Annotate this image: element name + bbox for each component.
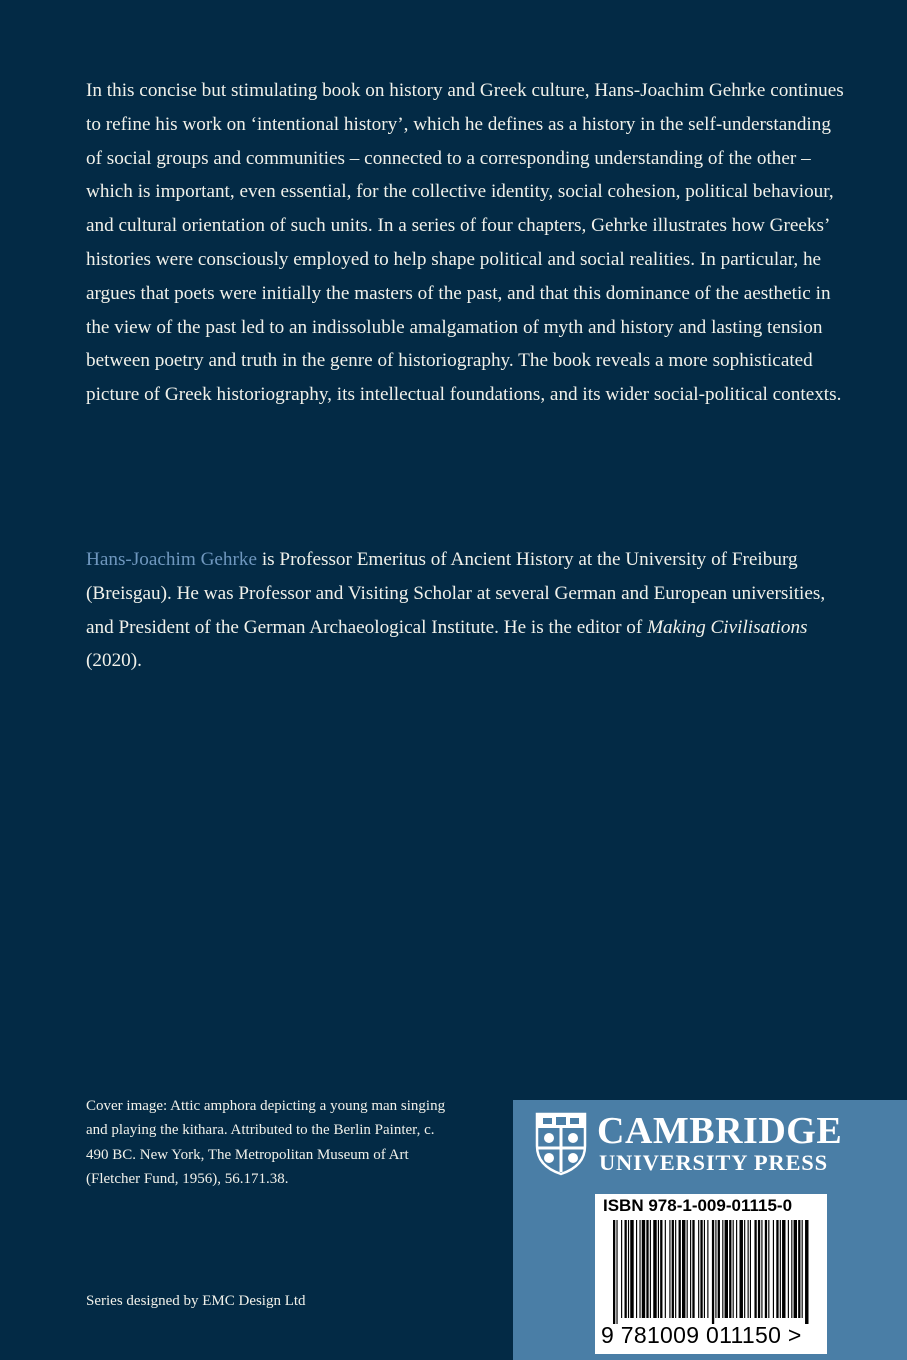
barcode-bar bbox=[715, 1220, 716, 1318]
barcode-bar bbox=[628, 1220, 629, 1318]
barcode-bar bbox=[636, 1220, 637, 1318]
barcode-bar bbox=[712, 1220, 714, 1324]
barcode-bar bbox=[692, 1220, 694, 1318]
barcode-bar bbox=[669, 1220, 670, 1318]
barcode-bar bbox=[736, 1220, 737, 1318]
barcode-bar bbox=[682, 1220, 685, 1318]
barcode-bar bbox=[722, 1220, 723, 1318]
barcode-bar bbox=[773, 1220, 774, 1318]
barcode-bar bbox=[802, 1220, 803, 1318]
barcode-bar bbox=[625, 1220, 627, 1318]
barcode-bar bbox=[805, 1220, 808, 1324]
barcode-bar bbox=[630, 1220, 633, 1318]
barcode-bar bbox=[748, 1220, 749, 1318]
barcode-bars bbox=[595, 1220, 827, 1324]
barcode-bar bbox=[780, 1220, 781, 1318]
publisher-panel bbox=[513, 1100, 907, 1360]
barcode-bar bbox=[782, 1220, 785, 1318]
author-bio bbox=[86, 543, 846, 678]
barcode-bar bbox=[672, 1220, 674, 1318]
barcode-bar bbox=[658, 1220, 659, 1318]
author-bio-year: (2020). bbox=[86, 650, 142, 672]
barcode-bar bbox=[740, 1220, 743, 1318]
barcode-bar bbox=[725, 1220, 728, 1318]
barcode-bar bbox=[687, 1220, 688, 1318]
edited-book-title: Making Civilisations bbox=[647, 616, 808, 638]
barcode-bar bbox=[776, 1220, 778, 1318]
barcode-bar bbox=[704, 1220, 705, 1318]
barcode-bar bbox=[665, 1220, 666, 1318]
barcode-bar bbox=[639, 1220, 640, 1318]
barcode-bar bbox=[679, 1220, 681, 1318]
barcode-bar bbox=[788, 1220, 789, 1318]
cambridge-crest-icon bbox=[535, 1112, 587, 1176]
author-name: Hans-Joachim Gehrke bbox=[86, 549, 258, 570]
barcode-bar bbox=[698, 1220, 699, 1318]
back-cover-blurb: In this concise but stimulating book on history and Greek culture, Hans-Joachim Gehrke continues to refine his work on ‘intentional history’, which he defines as a history in the self-understanding of social groups and communities – connected to a corresponding understanding of the other – which is important, even essential, for the collective identity, social cohesion, political behaviour, and cultural orientation of such units. In a series of four chapters, Gehrke illustrates how Greeks’ histories were consciously employed to help shape political and social realities. In particular, he argues that poets were initially the masters of the past, and that this dominance of the aesthetic in the view of the past led to an indissoluble amalgamation of myth and history and lasting tension between poetry and truth in the genre of historiography. The book reveals a more sophisticated picture of Greek historiography, its intellectual foundations, and its wider social-political contexts. bbox=[86, 80, 844, 406]
barcode-bar bbox=[733, 1220, 734, 1318]
series-design-credit: Series designed by EMC Design Ltd bbox=[86, 1293, 306, 1309]
barcode-bar bbox=[794, 1220, 797, 1318]
barcode-bar bbox=[718, 1220, 720, 1318]
cover-image-credit: Cover image: Attic amphora depicting a young man singing and playing the kithara. Attributed to the Berlin Painter, c. 490 BC. New York, The Metropolitan Museum of Art (Fletcher Fund, 1956), 56.171.38. bbox=[86, 1098, 446, 1188]
barcode-bar bbox=[613, 1220, 615, 1324]
author-bio-text: is Professor Emeritus of Ancient History at the University of Freiburg (Breisgau). He was Professor and Visiting Scholar at several German and European universities, and President of the German Archaeological Institute. He is the editor of bbox=[86, 549, 826, 638]
barcode-bar bbox=[675, 1220, 676, 1318]
barcode-bar bbox=[621, 1220, 622, 1318]
publisher-name: CAMBRIDGE bbox=[597, 1110, 843, 1152]
barcode-bar bbox=[616, 1220, 617, 1324]
isbn-barcode bbox=[595, 1194, 827, 1354]
barcode-bar bbox=[707, 1220, 708, 1318]
barcode-bar bbox=[690, 1220, 691, 1318]
barcode-bar bbox=[700, 1220, 702, 1318]
barcode-digits: 9 781009 011150 > bbox=[601, 1322, 802, 1348]
barcode-bar bbox=[729, 1220, 731, 1318]
barcode-bar bbox=[650, 1220, 651, 1318]
barcode-bar bbox=[761, 1220, 762, 1318]
barcode-bar bbox=[744, 1220, 745, 1318]
barcode-bar bbox=[653, 1220, 656, 1318]
isbn-label: ISBN 978-1-009-01115-0 bbox=[603, 1196, 793, 1215]
barcode-bar bbox=[768, 1220, 769, 1318]
barcode-bar bbox=[798, 1220, 800, 1318]
barcode-bar bbox=[758, 1220, 760, 1318]
barcode-bar bbox=[765, 1220, 767, 1318]
barcode-bar bbox=[642, 1220, 645, 1318]
publisher-subtitle: UNIVERSITY PRESS bbox=[599, 1150, 828, 1175]
barcode-bar bbox=[660, 1220, 662, 1318]
barcode-bar bbox=[754, 1220, 756, 1318]
barcode-bar bbox=[750, 1220, 751, 1318]
barcode-bar bbox=[646, 1220, 648, 1318]
barcode-bar bbox=[791, 1220, 792, 1318]
